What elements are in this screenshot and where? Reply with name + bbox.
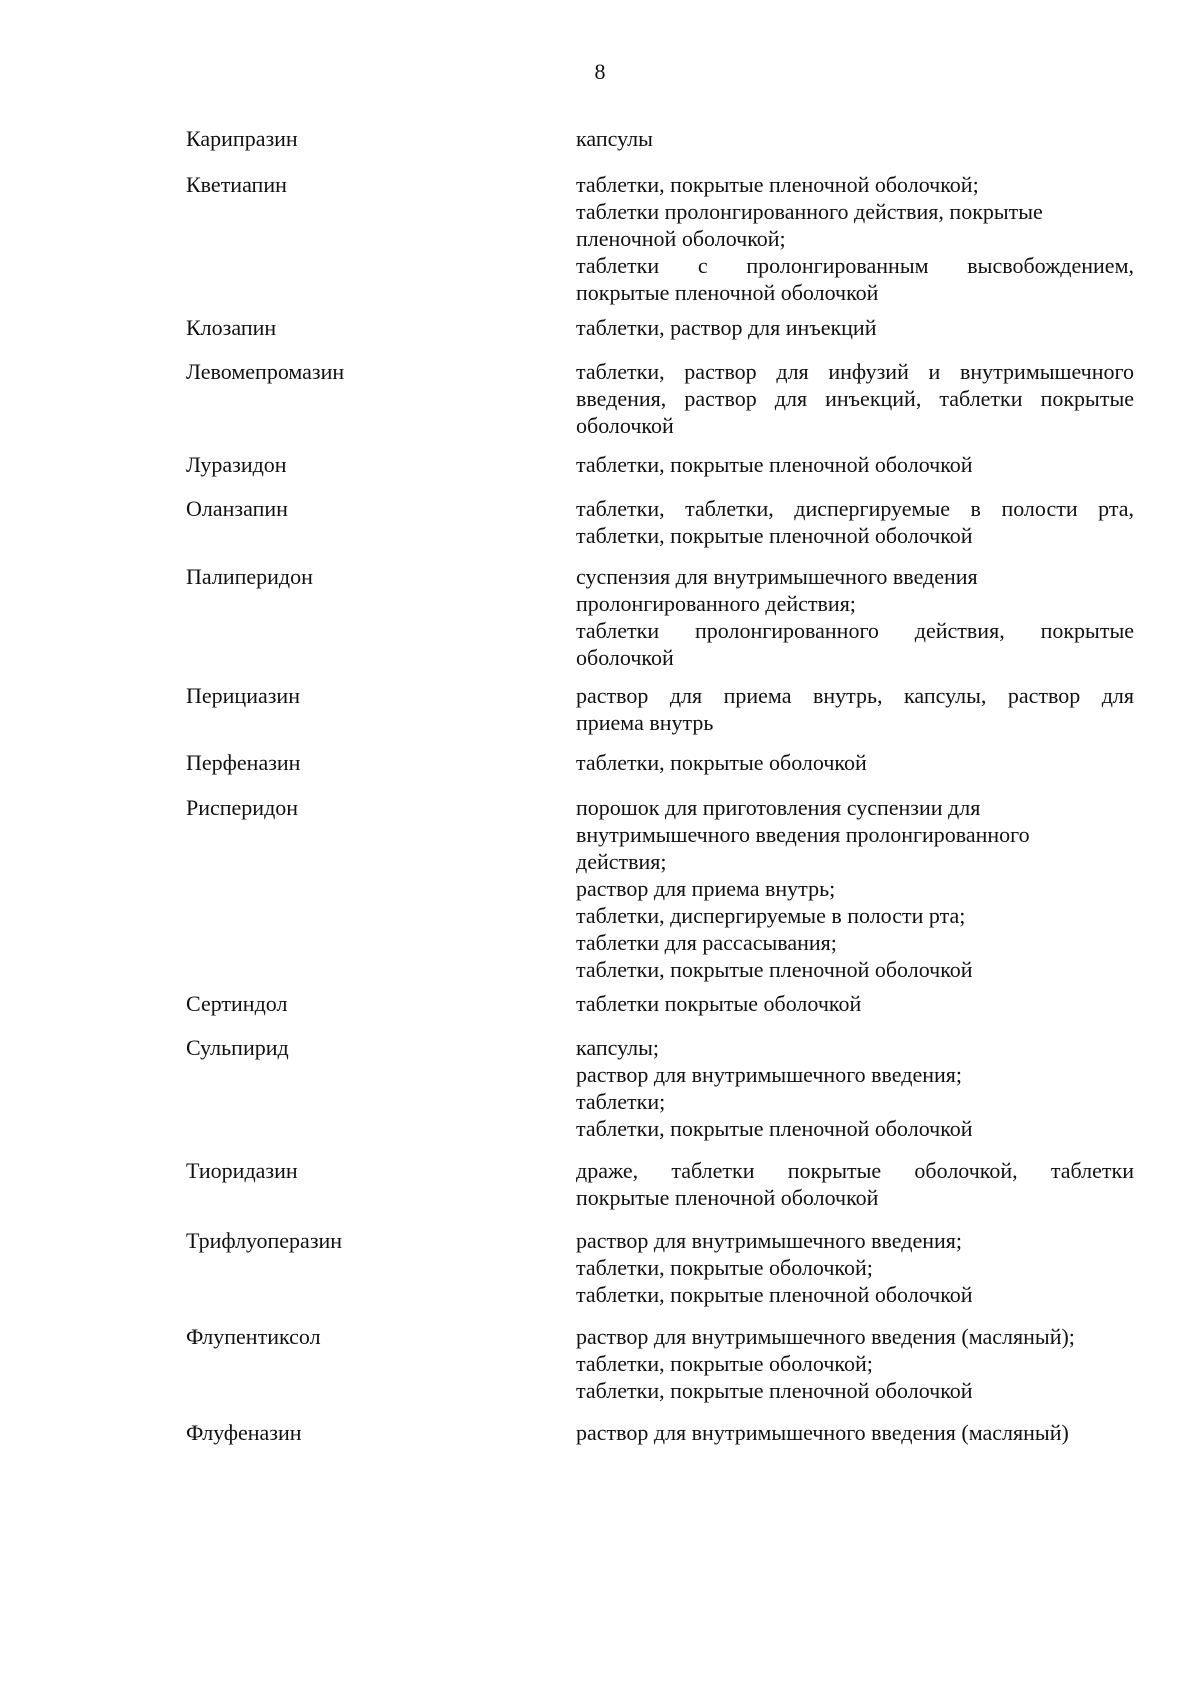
drug-name: Рисперидон [186,795,299,820]
dosage-form-line: суспензия для внутримышечного введения [576,564,978,589]
drug-name: Флупентиксол [186,1324,321,1349]
dosage-forms [576,358,1134,439]
dosage-forms [576,682,1134,736]
dosage-forms [576,1227,1134,1308]
dosage-form-line: пролонгированного действия; [576,591,856,616]
dosage-form-line: таблетки, покрытые оболочкой; [576,1255,873,1280]
dosage-form-line: действия; [576,849,667,874]
dosage-form-line: таблетки пролонгированного действия, покрытые [576,199,1043,224]
dosage-forms [576,125,1134,152]
dosage-form-line: капсулы [576,126,653,151]
dosage-form-line: таблетки, покрытые пленочной оболочкой [576,957,973,982]
dosage-form-line: покрытые пленочной оболочкой [576,1185,879,1210]
dosage-form-line: таблетки, диспергируемые в полости рта; [576,903,966,928]
page-number: 8 [594,59,606,84]
drug-name: Флуфеназин [186,1420,302,1445]
dosage-form-line: таблетки, покрытые оболочкой [576,750,867,775]
dosage-forms [576,990,1134,1017]
dosage-forms [576,1034,1134,1142]
dosage-forms [576,1419,1134,1446]
dosage-form-line: драже, таблетки покрытые оболочкой, таблетки [576,1158,1134,1183]
dosage-form-line: порошок для приготовления суспензии для [576,795,981,820]
dosage-form-line: приема внутрь [576,710,714,735]
dosage-form-line: таблетки, покрытые пленочной оболочкой [576,1378,973,1403]
dosage-form-line: покрытые пленочной оболочкой [576,280,879,305]
dosage-form-line: таблетки пролонгированного действия, покрытые [576,618,1134,643]
drug-name: Тиоридазин [186,1158,298,1183]
drug-name: Луразидон [186,452,287,477]
dosage-form-line: таблетки с пролонгированным высвобождением, [576,253,1134,278]
dosage-form-line: введения, раствор для инъекций, таблетки покрытые [576,386,1134,411]
drug-name: Перициазин [186,683,300,708]
drug-name: Сульпирид [186,1035,289,1060]
dosage-forms [576,451,1134,478]
dosage-form-line: таблетки покрытые оболочкой [576,991,862,1016]
dosage-forms [576,171,1134,306]
dosage-form-line: таблетки, покрытые пленочной оболочкой [576,1282,973,1307]
drug-name: Клозапин [186,315,277,340]
dosage-form-line: пленочной оболочкой; [576,226,786,251]
drug-name: Левомепромазин [186,359,345,384]
dosage-form-line: раствор для внутримышечного введения; [576,1228,963,1253]
dosage-form-line: таблетки, покрытые пленочной оболочкой [576,452,973,477]
dosage-form-line: таблетки, раствор для инъекций [576,315,877,340]
dosage-form-line: таблетки, покрытые пленочной оболочкой [576,523,973,548]
dosage-forms [576,314,1134,341]
dosage-forms [576,1157,1134,1211]
dosage-forms [576,1323,1134,1404]
drug-name: Палиперидон [186,564,313,589]
dosage-form-line: оболочкой [576,645,674,670]
drug-name: Кветиапин [186,172,287,197]
dosage-form-line: таблетки для рассасывания; [576,930,837,955]
drug-name: Перфеназин [186,750,301,775]
drug-name: Трифлуоперазин [186,1228,343,1253]
dosage-form-line: раствор для приема внутрь; [576,876,836,901]
dosage-form-line: таблетки, покрытые пленочной оболочкой; [576,172,979,197]
dosage-form-line: внутримышечного введения пролонгированного [576,822,1030,847]
dosage-form-line: таблетки; [576,1089,666,1114]
dosage-form-line: таблетки, покрытые оболочкой; [576,1351,873,1376]
dosage-forms [576,749,1134,776]
dosage-form-line: раствор для внутримышечного введения (масляный) [576,1420,1069,1445]
dosage-form-line: раствор для приема внутрь, капсулы, раствор для [576,683,1134,708]
dosage-form-line: раствор для внутримышечного введения (масляный); [576,1324,1075,1349]
dosage-form-line: таблетки, покрытые пленочной оболочкой [576,1116,973,1141]
drug-name: Оланзапин [186,496,288,521]
dosage-form-line: раствор для внутримышечного введения; [576,1062,963,1087]
dosage-forms [576,563,1134,671]
dosage-form-line: таблетки, таблетки, диспергируемые в полости рта, [576,496,1134,521]
drug-name: Карипразин [186,126,298,151]
dosage-forms [576,794,1134,983]
dosage-form-line: капсулы; [576,1035,659,1060]
dosage-form-line: таблетки, раствор для инфузий и внутримышечного [576,359,1134,384]
drug-name: Сертиндол [186,991,288,1016]
dosage-forms [576,495,1134,549]
dosage-form-line: оболочкой [576,413,674,438]
